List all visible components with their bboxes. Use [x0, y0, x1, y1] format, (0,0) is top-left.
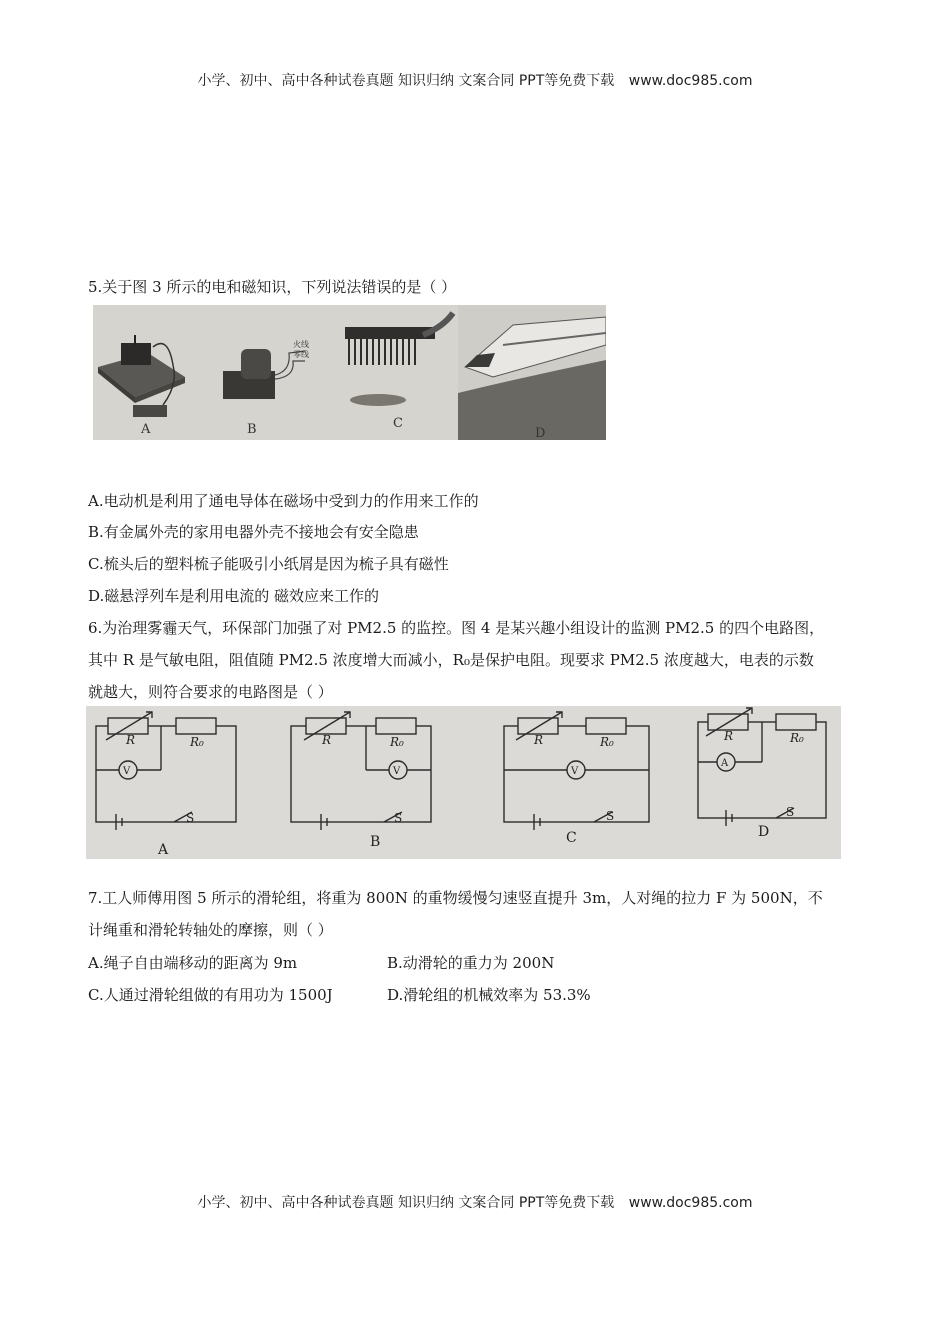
circuit-a-r: R	[126, 733, 136, 747]
q5-option-c: C.梳头后的塑料梳子能吸引小纸屑是因为梳子具有磁性	[88, 555, 449, 573]
q7-option-a: A.绳子自由端移动的距离为 9m	[88, 954, 298, 972]
q5-option-b: B.有金属外壳的家用电器外壳不接地会有安全隐患	[88, 523, 419, 541]
circuit-c-s: S	[606, 809, 615, 823]
circuit-d-r: R	[724, 729, 734, 743]
circuit-d-a: A	[721, 758, 729, 769]
header-text: 小学、初中、高中各种试卷真题 知识归纳 文案合同 PPT等免费下载	[197, 73, 615, 89]
circuit-c-v: V	[571, 766, 579, 777]
figure-4	[86, 706, 841, 859]
circuit-label-d: D	[758, 824, 770, 840]
figure-3-panel-d	[458, 305, 606, 440]
q7-option-d: D.滑轮组的机械效率为 53.3%	[387, 986, 591, 1004]
figure-3-illustration	[93, 305, 606, 440]
q6-stem-line-1: 6.为治理雾霾天气，环保部门加强了对 PM2.5 的监控。图 4 是某兴趣小组设计的监测 PM2.5 的四个电路图，	[88, 619, 825, 637]
circuit-b-r: R	[322, 733, 332, 747]
header-site-link[interactable]: www.doc985.com	[628, 73, 753, 89]
q7-option-c: C.人通过滑轮组做的有用功为 1500J	[88, 986, 333, 1004]
circuit-c-r: R	[534, 733, 544, 747]
q5-stem: 5.关于图 3 所示的电和磁知识，下列说法错误的是（ ）	[88, 278, 457, 296]
figure-3	[93, 305, 606, 440]
q7-stem-line-2: 计绳重和滑轮转轴处的摩擦，则（ ）	[88, 921, 333, 939]
footer-site-link[interactable]: www.doc985.com	[628, 1195, 753, 1211]
q5-option-a: A.电动机是利用了通电导体在磁场中受到力的作用来工作的	[88, 492, 479, 510]
circuit-label-c: C	[566, 830, 577, 846]
circuit-b-v: V	[393, 766, 401, 777]
circuit-a-s: S	[186, 811, 195, 825]
figure-3-label-c: C	[393, 416, 403, 431]
q7-stem-line-1: 7.工人师傅用图 5 所示的滑轮组，将重为 800N 的重物缓慢匀速竖直提升 3m，人对绳的拉力 F 为 500N，不	[88, 889, 823, 907]
page-footer	[0, 1192, 950, 1212]
circuit-b-s: S	[394, 811, 403, 825]
circuit-a-v: V	[123, 766, 131, 777]
figure-3-text-fire-line: 火线	[293, 340, 309, 349]
figure-3-text-zero-line: 零线	[293, 350, 309, 359]
circuit-b-r0: R₀	[390, 735, 404, 749]
circuit-label-a: A	[158, 842, 169, 858]
figure-3-label-b: B	[247, 422, 257, 437]
figure-3-label-a: A	[141, 422, 151, 437]
q6-stem-line-2: 其中 R 是气敏电阻，阻值随 PM2.5 浓度增大而减小，R₀是保护电阻。现要求 PM2.5 浓度越大，电表的示数	[88, 651, 814, 669]
page-header	[0, 70, 950, 90]
circuit-a-r0: R₀	[190, 735, 204, 749]
circuit-d-r0: R₀	[790, 731, 804, 745]
figure-4-circuits	[86, 706, 841, 859]
q6-stem-line-3: 就越大，则符合要求的电路图是（ ）	[88, 683, 333, 701]
circuit-label-b: B	[370, 834, 381, 850]
circuit-d-s: S	[786, 805, 795, 819]
circuit-c-r0: R₀	[600, 735, 614, 749]
q5-option-d: D.磁悬浮列车是利用电流的 磁效应来工作的	[88, 587, 380, 605]
q7-option-b: B.动滑轮的重力为 200N	[387, 954, 555, 972]
figure-3-label-d: D	[535, 426, 546, 440]
footer-text: 小学、初中、高中各种试卷真题 知识归纳 文案合同 PPT等免费下载	[197, 1195, 615, 1211]
